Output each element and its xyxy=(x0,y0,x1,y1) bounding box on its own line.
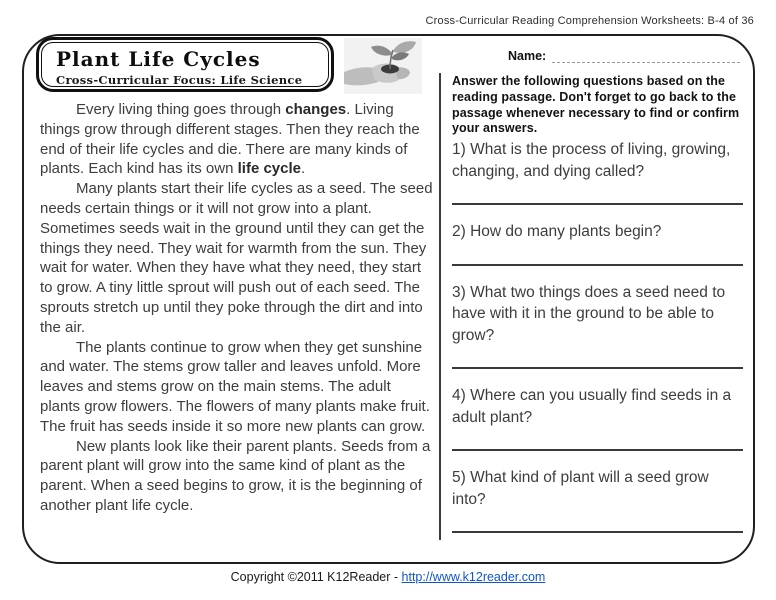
answer-line[interactable] xyxy=(452,449,743,451)
page-title: Plant Life Cycles xyxy=(56,47,261,71)
passage xyxy=(40,100,434,516)
question-text: 5) What kind of plant will a seed grow into? xyxy=(452,469,709,508)
question-item xyxy=(452,139,743,205)
title-box xyxy=(36,37,334,92)
name-row xyxy=(508,49,740,63)
question-text: 2) How do many plants begin? xyxy=(452,223,662,240)
answer-line[interactable] xyxy=(452,367,743,369)
questions-list xyxy=(452,139,743,549)
hands-seedling-image xyxy=(344,38,422,94)
passage-paragraph: Many plants start their life cycles as a seed. The seed needs certain things or it will not grow into a plant. Sometimes seeds wait in the ground until they can get the things they need. They wait for warmth from the sun. They wait for water. When they have what they need, they start to grow. A tiny little sprout will push out of each seed. The sprouts stretch up until they poke through the dirt and into the air. xyxy=(40,180,433,336)
question-item xyxy=(452,282,743,370)
question-item xyxy=(452,385,743,451)
name-label: Name: xyxy=(508,49,547,63)
footer xyxy=(0,570,776,584)
copyright-text: Copyright ©2011 K12Reader - xyxy=(230,570,402,584)
name-input-line[interactable] xyxy=(552,49,740,63)
passage-paragraph: Every living thing goes through changes. Living things grow through different stages. Then they reach the end of their life cycles and die. There are many kinds of plants. Each kind has its own life cycle. xyxy=(40,101,420,178)
page-subtitle: Cross-Curricular Focus: Life Science xyxy=(56,73,303,87)
title-box-inner xyxy=(41,42,329,87)
question-text: 4) Where can you usually find seeds in a adult plant? xyxy=(452,387,732,426)
answer-line[interactable] xyxy=(452,203,743,205)
question-item xyxy=(452,221,743,266)
question-item xyxy=(452,467,743,533)
question-text: 3) What two things does a seed need to have with it in the ground to be able to grow? xyxy=(452,283,726,344)
answer-line[interactable] xyxy=(452,531,743,533)
passage-paragraph: The plants continue to grow when they get sunshine and water. The stems grow taller and leaves unfold. More leaves and stems grow on the main stems. The adult plants grow flowers. The flowers of many plants make fruit. The fruit has seeds inside it so more new plants can grow. xyxy=(40,338,430,435)
question-text: 1) What is the process of living, growing, changing, and dying called? xyxy=(452,141,731,180)
passage-paragraph: New plants look like their parent plants. Seeds from a parent plant will grow into the same kind of plant as the parent. When a seed begins to grow, it is the beginning of another plant life cycle. xyxy=(40,437,431,514)
worksheet-series-label: Cross-Curricular Reading Comprehension Worksheets: B-4 of 36 xyxy=(425,15,754,27)
column-divider xyxy=(439,73,441,540)
k12reader-link[interactable]: http://www.k12reader.com xyxy=(401,570,546,584)
answer-line[interactable] xyxy=(452,264,743,266)
instructions-text: Answer the following questions based on the reading passage. Don't forget to go back to the passage whenever necessary to find or confirm your answers. xyxy=(452,74,740,136)
